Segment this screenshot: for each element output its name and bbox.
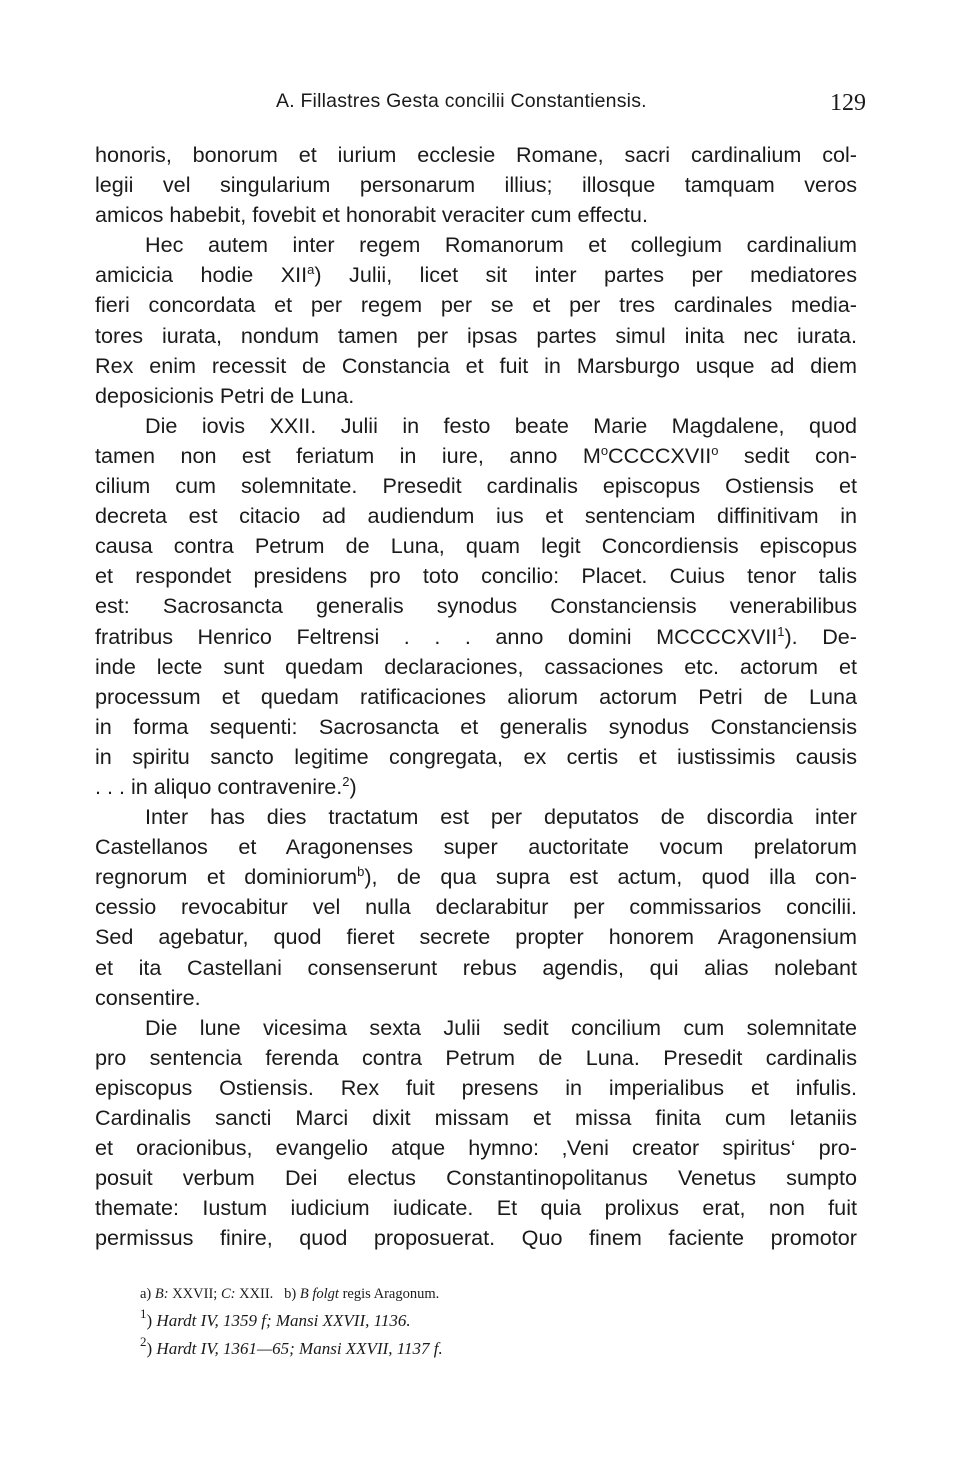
text-segment: amicos habebit, fovebit et honorabit veraciter cum effectu. [95, 202, 648, 228]
variant-marker-b: b) [284, 1286, 297, 1302]
text-line-content [95, 742, 857, 772]
text-line [95, 290, 857, 320]
text-line-content [95, 1103, 857, 1133]
text-segment: et respondet presidens pro toto concilio: Placet. Cuius tenor talis [95, 563, 857, 589]
text-segment: sedit con- [718, 442, 857, 468]
text-segment: et oracionibus, evangelio atque hymno: ‚Veni creator spiritus‘ pro- [95, 1135, 857, 1161]
text-line [95, 1103, 857, 1133]
text-line [95, 531, 857, 561]
text-line [95, 1043, 857, 1073]
text-line [95, 441, 857, 471]
text-line-content [95, 471, 857, 501]
text-line-content [95, 1043, 857, 1073]
text-segment: causa contra Petrum de Luna, quam legit Concordiensis episcopus [95, 533, 857, 559]
footnote-text: Hardt IV, 1359 f; Mansi XXVII, 1136. [156, 1311, 411, 1330]
text-line [95, 983, 857, 1013]
note-marker: a [307, 262, 315, 278]
text-line [95, 802, 857, 832]
text-line-content [95, 652, 857, 682]
text-line [95, 561, 857, 591]
text-line [95, 1073, 857, 1103]
variant-witness-b-folgt: B folgt [299, 1286, 339, 1302]
text-segment: consentire. [95, 984, 201, 1010]
text-line-content [95, 321, 857, 351]
text-segment: pro sentencia ferenda contra Petrum de Luna. Presedit cardinalis [95, 1044, 857, 1070]
footnote-text: Hardt IV, 1361—65; Mansi XXVII, 1137 f. [156, 1339, 443, 1358]
text-segment: in forma sequenti: Sacrosancta et generalis synodus Constanciensis [95, 713, 857, 739]
note-marker: b [357, 864, 365, 880]
text-line [95, 742, 857, 772]
variant-reading-regis: regis Aragonum. [342, 1286, 440, 1302]
text-segment: Inter has dies tractatum est per deputatos de discordia inter [145, 804, 857, 830]
text-segment: honoris, bonorum et iurium ecclesie Romane, sacri cardinalium col- [95, 142, 857, 167]
text-line [95, 170, 857, 200]
variant-marker-a: a) [140, 1286, 152, 1302]
page-number: 129 [830, 90, 866, 116]
text-segment: et ita Castellani consenserunt rebus agendis, qui alias nolebant [95, 954, 857, 980]
text-line [95, 953, 857, 983]
variant-reading-c: XXII. [239, 1286, 274, 1302]
text-segment: cilium cum solemnitate. Presedit cardinalis episcopus Ostiensis et [95, 473, 857, 499]
text-line [95, 622, 857, 652]
text-line [95, 772, 857, 802]
text-line [95, 1163, 857, 1193]
text-line [95, 260, 857, 290]
text-segment: processum et quedam ratificaciones aliorum actorum Petri de Luna [95, 683, 857, 709]
text-segment: cessio revocabitur vel nulla declarabitur per commissarios concilii. [95, 894, 857, 920]
text-line-content [95, 591, 857, 621]
text-segment: Castellanos et Aragonenses super auctoritate vocum prelatorum [95, 834, 857, 860]
text-segment: Rex enim recessit de Constancia et fuit in Marsburgo usque ad diem [95, 352, 857, 378]
text-line-content [145, 230, 857, 260]
footnote-1: $^1$) Hardt IV, 1359 f; Mansi XXVII, 1136. [140, 1306, 411, 1330]
text-segment: legii vel singularium personarum illius; illosque tamquam veros [95, 172, 857, 198]
text-line-content [95, 862, 857, 892]
text-line-content [95, 501, 857, 531]
footnote-2: $^2$) Hardt IV, 1361—65; Mansi XXVII, 1137 f. [140, 1334, 443, 1358]
text-line [95, 892, 857, 922]
text-line [95, 230, 857, 260]
text-line-content [95, 1193, 857, 1223]
text-line-content [95, 351, 857, 381]
text-line-content [95, 1163, 857, 1193]
text-line-content [145, 1013, 857, 1043]
text-segment: decreta est citacio ad audiendum ius et sentenciam diffinitivam in [95, 503, 857, 529]
text-line-content [95, 1133, 857, 1163]
text-line [95, 862, 857, 892]
text-line-content [145, 802, 857, 832]
text-line-content [95, 170, 857, 200]
text-line-content [95, 953, 857, 983]
note-marker: 2 [342, 773, 350, 789]
text-line-content [95, 140, 857, 170]
text-segment: amicicia hodie XII [95, 262, 308, 288]
text-segment: fratribus Henrico Feltrensi . . . anno domini MCCCCXVII [95, 623, 778, 649]
text-segment: themate: Iustum iudicium iudicate. Et quia prolixus erat, non fuit [95, 1195, 857, 1221]
text-line-content [95, 682, 857, 712]
note-marker: o [600, 442, 609, 458]
text-line-content [95, 712, 857, 742]
text-line-content [95, 381, 857, 411]
text-line [95, 471, 857, 501]
text-line [95, 1133, 857, 1163]
text-line [95, 922, 857, 952]
text-line-content [145, 411, 857, 441]
text-line-content [95, 531, 857, 561]
text-line [95, 381, 857, 411]
text-segment: Die lune vicesima sexta Julii sedit concilium cum solemnitate [145, 1014, 857, 1040]
text-line-content [95, 1223, 857, 1253]
variant-reading-b: XXVII; [172, 1286, 218, 1302]
text-line-content [95, 983, 857, 1013]
text-line [95, 140, 857, 170]
text-line [95, 652, 857, 682]
variant-notes [140, 1281, 840, 1307]
text-segment: . . . in aliquo contravenire. [95, 773, 343, 799]
text-segment: tores iurata, nondum tamen per ipsas partes simul inita nec iurata. [95, 322, 857, 348]
text-segment: in spiritu sancto legitime congregata, ex certis et iustissimis causis [95, 743, 857, 769]
text-segment: Sed agebatur, quod fieret secrete propter honorem Aragonensium [95, 924, 857, 950]
text-line-content [95, 441, 857, 471]
text-line-content [95, 892, 857, 922]
main-text [95, 140, 857, 1253]
text-segment: Die iovis XXII. Julii in festo beate Marie Magdalene, quod [145, 412, 857, 438]
text-line [95, 832, 857, 862]
text-segment: tamen non est feriatum in iure, anno M [95, 442, 601, 468]
footnote-marker: 2 [140, 1334, 147, 1349]
text-line-content [95, 200, 857, 230]
text-line [95, 682, 857, 712]
text-line [95, 591, 857, 621]
text-line [95, 411, 857, 441]
text-segment: inde lecte sunt quedam declaraciones, cassaciones etc. actorum et [95, 653, 857, 679]
text-line [95, 1223, 857, 1253]
text-segment: episcopus Ostiensis. Rex fuit presens in imperialibus et infulis. [95, 1074, 857, 1100]
text-segment: fieri concordata et per regem per se et per tres cardinales media- [95, 292, 857, 318]
text-segment: posuit verbum Dei electus Constantinopolitanus Venetus sumpto [95, 1165, 857, 1191]
text-line-content [95, 622, 857, 652]
footnotes [140, 1281, 840, 1363]
text-line [95, 1013, 857, 1043]
text-segment: deposicionis Petri de Luna. [95, 382, 355, 408]
text-line [95, 321, 857, 351]
variant-witness-c: C: [220, 1286, 236, 1302]
text-line-content [95, 260, 857, 290]
text-segment: ), de qua supra est actum, quod illa con- [364, 864, 857, 890]
text-line-content [95, 772, 857, 802]
text-segment: Hec autem inter regem Romanorum et collegium cardinalium [145, 232, 857, 258]
text-line [95, 200, 857, 230]
text-line-content [95, 922, 857, 952]
text-line-content [95, 832, 857, 862]
text-line [95, 351, 857, 381]
note-marker: 1 [777, 623, 785, 639]
text-segment: regnorum et dominiorum [95, 864, 358, 890]
footnote-marker: 1 [140, 1306, 147, 1321]
text-segment: ). De- [784, 623, 857, 649]
text-segment: Cardinalis sancti Marci dixit missam et missa finita cum letaniis [95, 1105, 857, 1130]
text-segment: est: Sacrosancta generalis synodus Constanciensis venerabilibus [95, 593, 857, 619]
text-line-content [95, 290, 857, 320]
text-line-content [95, 561, 857, 591]
text-segment: ) [349, 773, 357, 799]
text-line [95, 501, 857, 531]
note-marker: o [711, 442, 719, 458]
text-segment: permissus finire, quod proposuerat. Quo finem faciente promotor [95, 1225, 857, 1251]
text-segment: CCCCXVII [608, 442, 712, 468]
text-line [95, 1193, 857, 1223]
running-title: A. Fillastres Gesta concilii Constantiensis. [276, 90, 647, 112]
text-line [95, 712, 857, 742]
text-segment: ) Julii, licet sit inter partes per mediatores [314, 262, 857, 288]
text-line-content [95, 1073, 857, 1103]
variant-witness-b: B: [154, 1286, 169, 1302]
